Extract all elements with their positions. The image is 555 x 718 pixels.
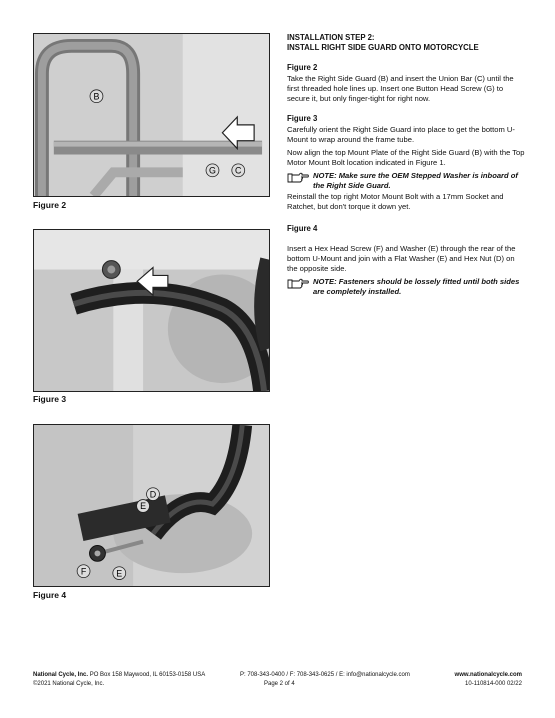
pointing-hand-icon <box>287 171 309 183</box>
contact-info: P: 708-343-0400 / F: 708-343-0625 / E: info@nationalcycle.com <box>240 672 410 678</box>
figure-3-text-1: Carefully orient the Right Side Guard into place to get the bottom U-Mount to wrap around the frame tube. <box>287 125 515 144</box>
figure-3-text-3: Reinstall the top right Motor Mount Bolt with a 17mm Socket and Ratchet, but don't torque it down yet. <box>287 192 504 211</box>
figure-label: G <box>209 165 216 176</box>
figure-label: E <box>140 501 147 512</box>
step-title: INSTALLATION STEP 2: <box>287 33 375 42</box>
step-subtitle: INSTALL RIGHT SIDE GUARD ONTO MOTORCYCLE <box>287 43 479 52</box>
document-number: 10-110814-000 02/22 <box>465 681 522 687</box>
footer-middle <box>240 671 410 689</box>
figure-3-text-2: Now align the top Mount Plate of the Right Side Guard (B) with the Top Motor Mount Bolt location indicated in Figure 1. <box>287 148 525 167</box>
figure-2-heading: Figure 2 <box>287 63 318 72</box>
page-number: Page 2 of 4 <box>264 681 295 687</box>
pointing-hand-icon <box>287 277 309 289</box>
website-link[interactable]: www.nationalcycle.com <box>454 672 522 678</box>
figure-label: F <box>80 566 87 577</box>
figure-2-caption: Figure 2 <box>33 200 67 210</box>
company-address: PO Box 158 Maywood, IL 60153-0158 USA <box>88 672 206 678</box>
figure-3-caption: Figure 3 <box>33 394 67 404</box>
company-name: National Cycle, Inc. <box>33 672 89 678</box>
figure-label: B <box>93 91 100 102</box>
note-block <box>287 277 525 297</box>
figure-label: D <box>149 489 157 500</box>
figure-label: C <box>235 165 242 176</box>
figure-2-image <box>33 33 270 197</box>
figure-3-image <box>33 229 270 392</box>
figure-2-text: Take the Right Side Guard (B) and insert the Union Bar (C) until the first threaded hole lines up. Insert one Button Head Screw (G) to secure it, but only finger-tight for right now. <box>287 74 514 103</box>
footer-left <box>33 671 205 689</box>
copyright: ©2021 National Cycle, Inc. <box>33 681 105 687</box>
figure-4-caption: Figure 4 <box>33 590 67 600</box>
note-text: NOTE: Make sure the OEM Stepped Washer is inboard of the Right Side Guard. <box>313 171 518 190</box>
footer-right <box>420 671 522 689</box>
instructions-column <box>287 33 525 297</box>
figure-3-heading: Figure 3 <box>287 114 318 123</box>
note-block <box>287 171 525 191</box>
figure-4-heading: Figure 4 <box>287 224 318 233</box>
figure-4-image <box>33 424 270 587</box>
figure-4-text: Insert a Hex Head Screw (F) and Washer (E) through the rear of the bottom U-Mount and join with a Flat Washer (E) and Hex Nut (D) on the opposite side. <box>287 244 516 273</box>
figure-label: E <box>116 568 123 579</box>
note-text: NOTE: Fasteners should be lossely fitted until both sides are completely installed. <box>313 277 520 296</box>
